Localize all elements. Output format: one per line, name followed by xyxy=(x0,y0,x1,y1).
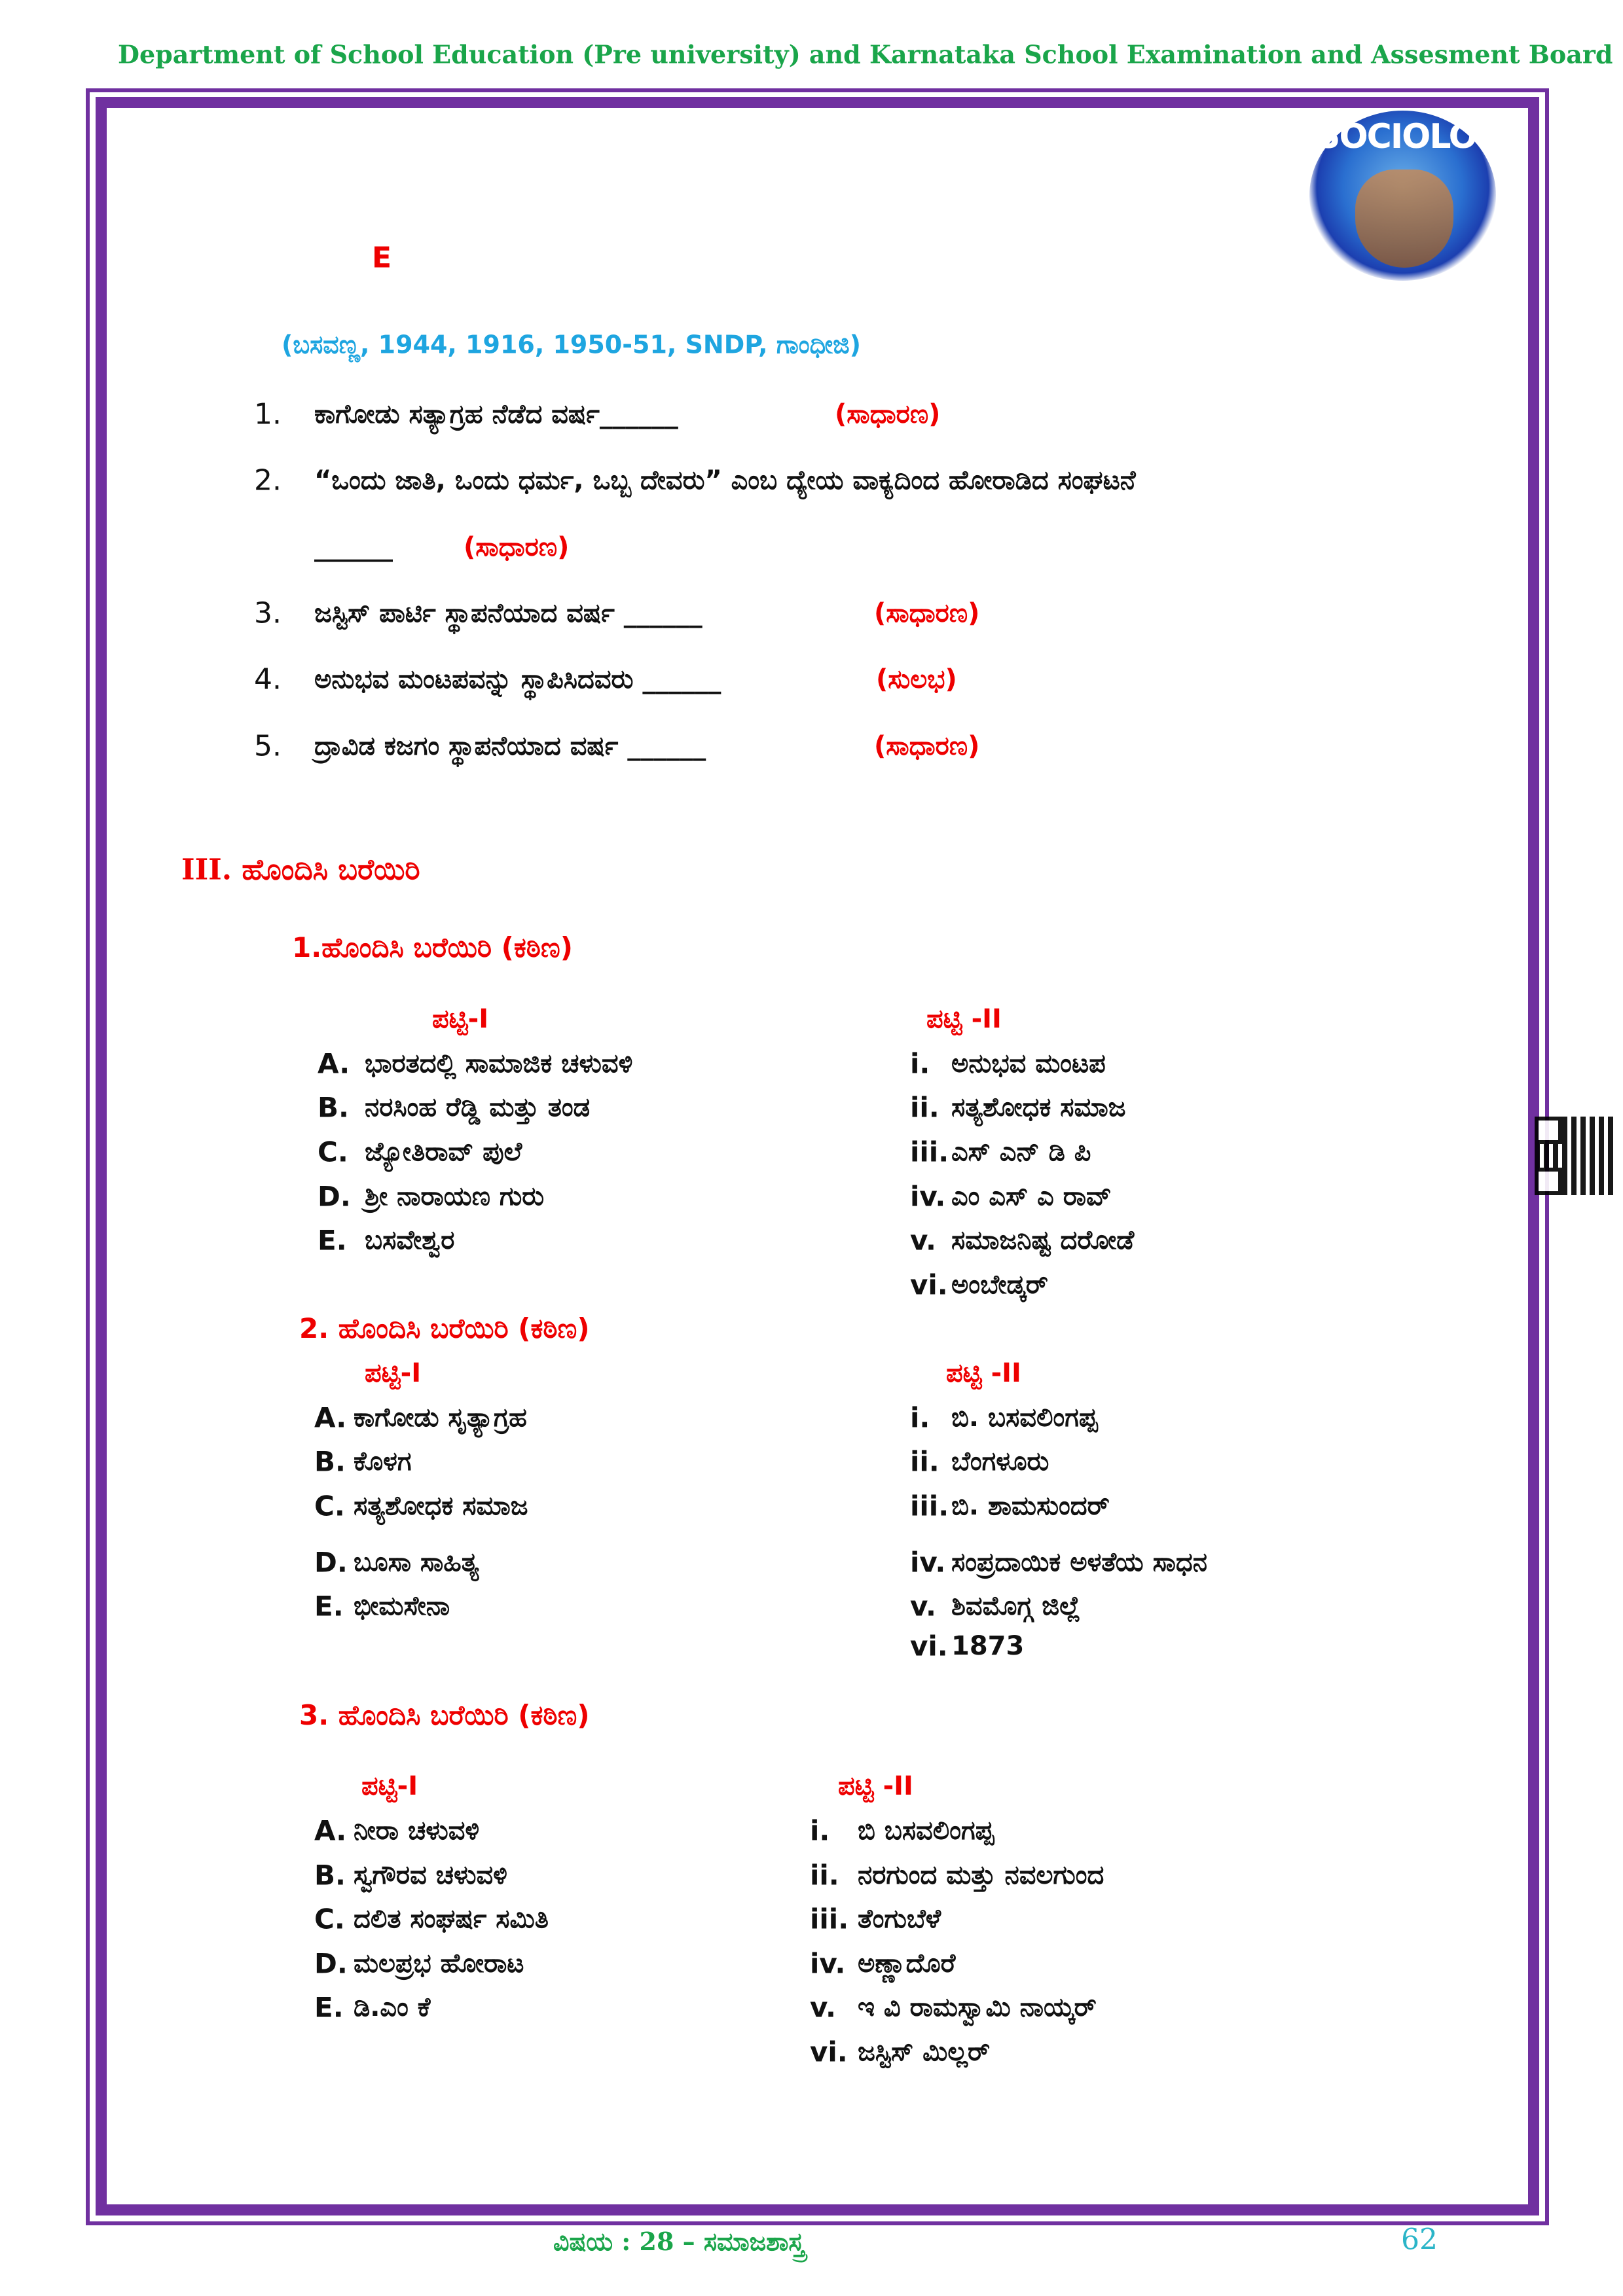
left-item-text: ಸತ್ಯಶೋಧಕ ಸಮಾಜ xyxy=(354,1491,528,1521)
section-title: III. ಹೊಂದಿಸಿ ಬರೆಯಿರಿ xyxy=(181,853,420,887)
right-item-label: v. xyxy=(810,1991,836,2024)
question-number: 4. xyxy=(254,662,282,696)
difficulty-label: (ಸಾಧಾರಣ) xyxy=(835,399,941,429)
word-bank: (ಬಸವಣ್ಣ, 1944, 1916, 1950-51, SNDP, ಗಾಂಧೀಜಿ) xyxy=(282,330,862,359)
left-item-label: D. xyxy=(314,1947,348,1980)
right-item-text: ಇ ವಿ ರಾಮಸ್ವಾಮಿ ನಾಯ್ಕರ್ xyxy=(858,1992,1097,2022)
right-item-text: ಅನುಭವ ಮಂಟಪ xyxy=(951,1049,1106,1079)
difficulty-label: (ಸಾಧಾರಣ) xyxy=(874,598,980,628)
right-item-text: ಸತ್ಯಶೋಧಕ ಸಮಾಜ xyxy=(951,1092,1126,1122)
left-item-text: ಮಲಪ್ರಭ ಹೋರಾಟ xyxy=(354,1948,524,1979)
right-item-text: ಬಿ ಬಸವಲಿಂಗಪ್ಪ xyxy=(858,1816,994,1846)
left-item-text: ಭಾರತದಲ್ಲಿ ಸಾಮಾಜಿಕ ಚಳುವಳಿ xyxy=(365,1049,633,1079)
question-number: 1. xyxy=(254,397,282,431)
left-item-label: C. xyxy=(314,1903,345,1935)
left-item-label: D. xyxy=(318,1180,351,1213)
left-item-label: E. xyxy=(314,1991,344,2024)
right-item-label: v. xyxy=(910,1590,936,1623)
left-item-text: ಬೂಸಾ ಸಾಹಿತ್ಯ xyxy=(354,1547,479,1577)
question-text: ಅನುಭವ ಮಂಟಪವನ್ನು ಸ್ಥಾಪಿಸಿದವರು ______ xyxy=(314,664,721,694)
right-item-label: iii. xyxy=(910,1136,949,1168)
right-item-text: ಜಸ್ಟಿಸ್ ಮಿಲ್ಲರ್ xyxy=(858,2037,991,2067)
left-item-label: B. xyxy=(318,1091,349,1124)
right-item-label: i. xyxy=(910,1401,930,1434)
column-header-left: ಪಟ್ಟಿ-I xyxy=(432,1004,489,1034)
page-number: 62 xyxy=(1401,2223,1438,2257)
right-item-text: ಶಿವಮೊಗ್ಗ ಜಿಲ್ಲೆ xyxy=(951,1591,1081,1621)
left-item-label: C. xyxy=(318,1136,348,1168)
right-item-text: ಸಮಾಜನಿಷ್ಟ ದರೋಡೆ xyxy=(951,1225,1135,1255)
right-item-text: ತೆಂಗುಬೆಳೆ xyxy=(858,1904,941,1934)
right-item-label: iii. xyxy=(810,1903,849,1935)
right-item-label: ii. xyxy=(810,1859,839,1892)
column-header-left: ಪಟ್ಟಿ-I xyxy=(365,1358,422,1388)
right-item-text: ಅಣ್ಣಾದೊರೆ xyxy=(858,1948,956,1979)
right-item-label: iv. xyxy=(910,1180,946,1213)
left-item-label: B. xyxy=(314,1445,346,1478)
left-item-label: D. xyxy=(314,1546,348,1579)
left-item-text: ಭೀಮಸೇನಾ xyxy=(354,1591,450,1621)
column-header-right: ಪಟ್ಟಿ -II xyxy=(926,1004,1002,1034)
right-item-label: vi. xyxy=(910,1268,948,1301)
left-item-label: B. xyxy=(314,1859,346,1892)
left-item-label: C. xyxy=(314,1490,345,1522)
difficulty-label: (ಸಾಧಾರಣ) xyxy=(464,532,570,562)
left-item-label: E. xyxy=(318,1224,347,1257)
right-item-label: v. xyxy=(910,1224,936,1257)
left-item-text: ಕೊಳಗ xyxy=(354,1446,412,1477)
page-header: Department of School Education (Pre university) and Karnataka School Examination and Assesment Board xyxy=(118,39,1613,69)
question-text: ಜಸ್ಟಿಸ್ ಪಾರ್ಟಿ ಸ್ಥಾಪನೆಯಾದ ವರ್ಷ ______ xyxy=(314,598,702,628)
left-item-text: ಬಸವೇಶ್ವರ xyxy=(365,1225,455,1255)
section-letter: E xyxy=(372,241,392,275)
left-item-label: A. xyxy=(314,1401,347,1434)
right-item-text: ನರಗುಂದ ಮತ್ತು ನವಲಗುಂದ xyxy=(858,1860,1104,1890)
right-item-label: iii. xyxy=(910,1490,949,1522)
left-item-text: ಶ್ರೀ ನಾರಾಯಣ ಗುರು xyxy=(365,1181,545,1211)
right-item-text: ಬೆಂಗಳೂರು xyxy=(951,1446,1049,1477)
left-item-label: A. xyxy=(318,1047,350,1080)
question-text: ಕಾಗೋಡು ಸತ್ಯಾಗ್ರಹ ನೆಡೆದ ವರ್ಷ______ xyxy=(314,399,678,429)
left-item-text: ನೀರಾ ಚಳುವಳಿ xyxy=(354,1816,480,1846)
difficulty-label: (ಸುಲಭ) xyxy=(876,664,957,694)
left-item-text: ಕಾಗೋಡು ಸೃತ್ಯಾಗ್ರಹ xyxy=(354,1403,527,1433)
left-item-text: ಸ್ವಗೌರವ ಚಳುವಳಿ xyxy=(354,1860,507,1890)
column-header-left: ಪಟ್ಟಿ-I xyxy=(361,1771,418,1801)
left-item-label: A. xyxy=(314,1814,347,1847)
sociology-logo: SOCIOLOGY xyxy=(1309,111,1496,281)
right-item-text: 1873 xyxy=(951,1631,1025,1661)
footer-subject: ವಿಷಯ : 28 – ಸಮಾಜಶಾಸ್ತ್ರ xyxy=(553,2227,805,2256)
right-item-text: ಅಂಬೇಡ್ಕರ್ xyxy=(951,1270,1048,1300)
right-item-text: ಬಿ. ಬಸವಲಿಂಗಪ್ಪ xyxy=(951,1403,1098,1433)
right-item-label: iv. xyxy=(810,1947,846,1980)
match-title: 2. ಹೊಂದಿಸಿ ಬರೆಯಿರಿ (ಕಠಿಣ) xyxy=(299,1312,590,1344)
left-item-text: ಡಿ.ಎಂ ಕೆ xyxy=(354,1992,431,2022)
right-item-label: ii. xyxy=(910,1445,939,1478)
match-title: 1.ಹೊಂದಿಸಿ ಬರೆಯಿರಿ (ಕಠಿಣ) xyxy=(292,931,573,963)
qr-code[interactable] xyxy=(1535,1117,1613,1195)
right-item-label: ii. xyxy=(910,1091,939,1124)
question-number: 3. xyxy=(254,596,282,630)
column-header-right: ಪಟ್ಟಿ -II xyxy=(946,1358,1021,1388)
question-number: 2. xyxy=(254,463,282,497)
match-title: 3. ಹೊಂದಿಸಿ ಬರೆಯಿರಿ (ಕಠಿಣ) xyxy=(299,1699,590,1731)
left-item-text: ದಲಿತ ಸಂಘರ್ಷ ಸಮಿತಿ xyxy=(354,1904,549,1934)
question-text: “ಒಂದು ಜಾತಿ, ಒಂದು ಧರ್ಮ, ಒಬ್ಬ ದೇವರು” ಎಂಬ ದ್ಯೇಯ ವಾಕ್ಯದಿಂದ ಹೋರಾಡಿದ ಸಂಘಟನೆ xyxy=(314,465,1136,495)
question-text: ದ್ರಾವಿಡ ಕಜಗಂ ಸ್ಥಾಪನೆಯಾದ ವರ್ಷ ______ xyxy=(314,731,706,761)
right-item-text: ಸಂಪ್ರದಾಯಿಕ ಅಳತೆಯ ಸಾಧನ xyxy=(951,1547,1208,1577)
right-item-label: vi. xyxy=(910,1630,948,1662)
left-item-text: ನರಸಿಂಹ ರೆಡ್ಡಿ ಮತ್ತು ತಂಡ xyxy=(365,1092,591,1122)
left-item-text: ಜ್ಯೋತಿರಾವ್ ಪುಲೆ xyxy=(365,1137,522,1167)
right-item-label: vi. xyxy=(810,2036,848,2068)
right-item-text: ಎಂ ಎಸ್ ಎ ರಾವ್ xyxy=(951,1181,1112,1211)
left-item-label: E. xyxy=(314,1590,344,1623)
right-item-text: ಬಿ. ಶಾಮಸುಂದರ್ xyxy=(951,1491,1110,1521)
difficulty-label: (ಸಾಧಾರಣ) xyxy=(874,731,980,761)
column-header-right: ಪಟ್ಟಿ -II xyxy=(838,1771,913,1801)
right-item-text: ಎಸ್ ಎನ್ ಡಿ ಪಿ xyxy=(951,1137,1091,1167)
right-item-label: iv. xyxy=(910,1546,946,1579)
right-item-label: i. xyxy=(910,1047,930,1080)
right-item-label: i. xyxy=(810,1814,830,1847)
question-number: 5. xyxy=(254,729,282,763)
question-blank: ______ xyxy=(314,532,393,562)
